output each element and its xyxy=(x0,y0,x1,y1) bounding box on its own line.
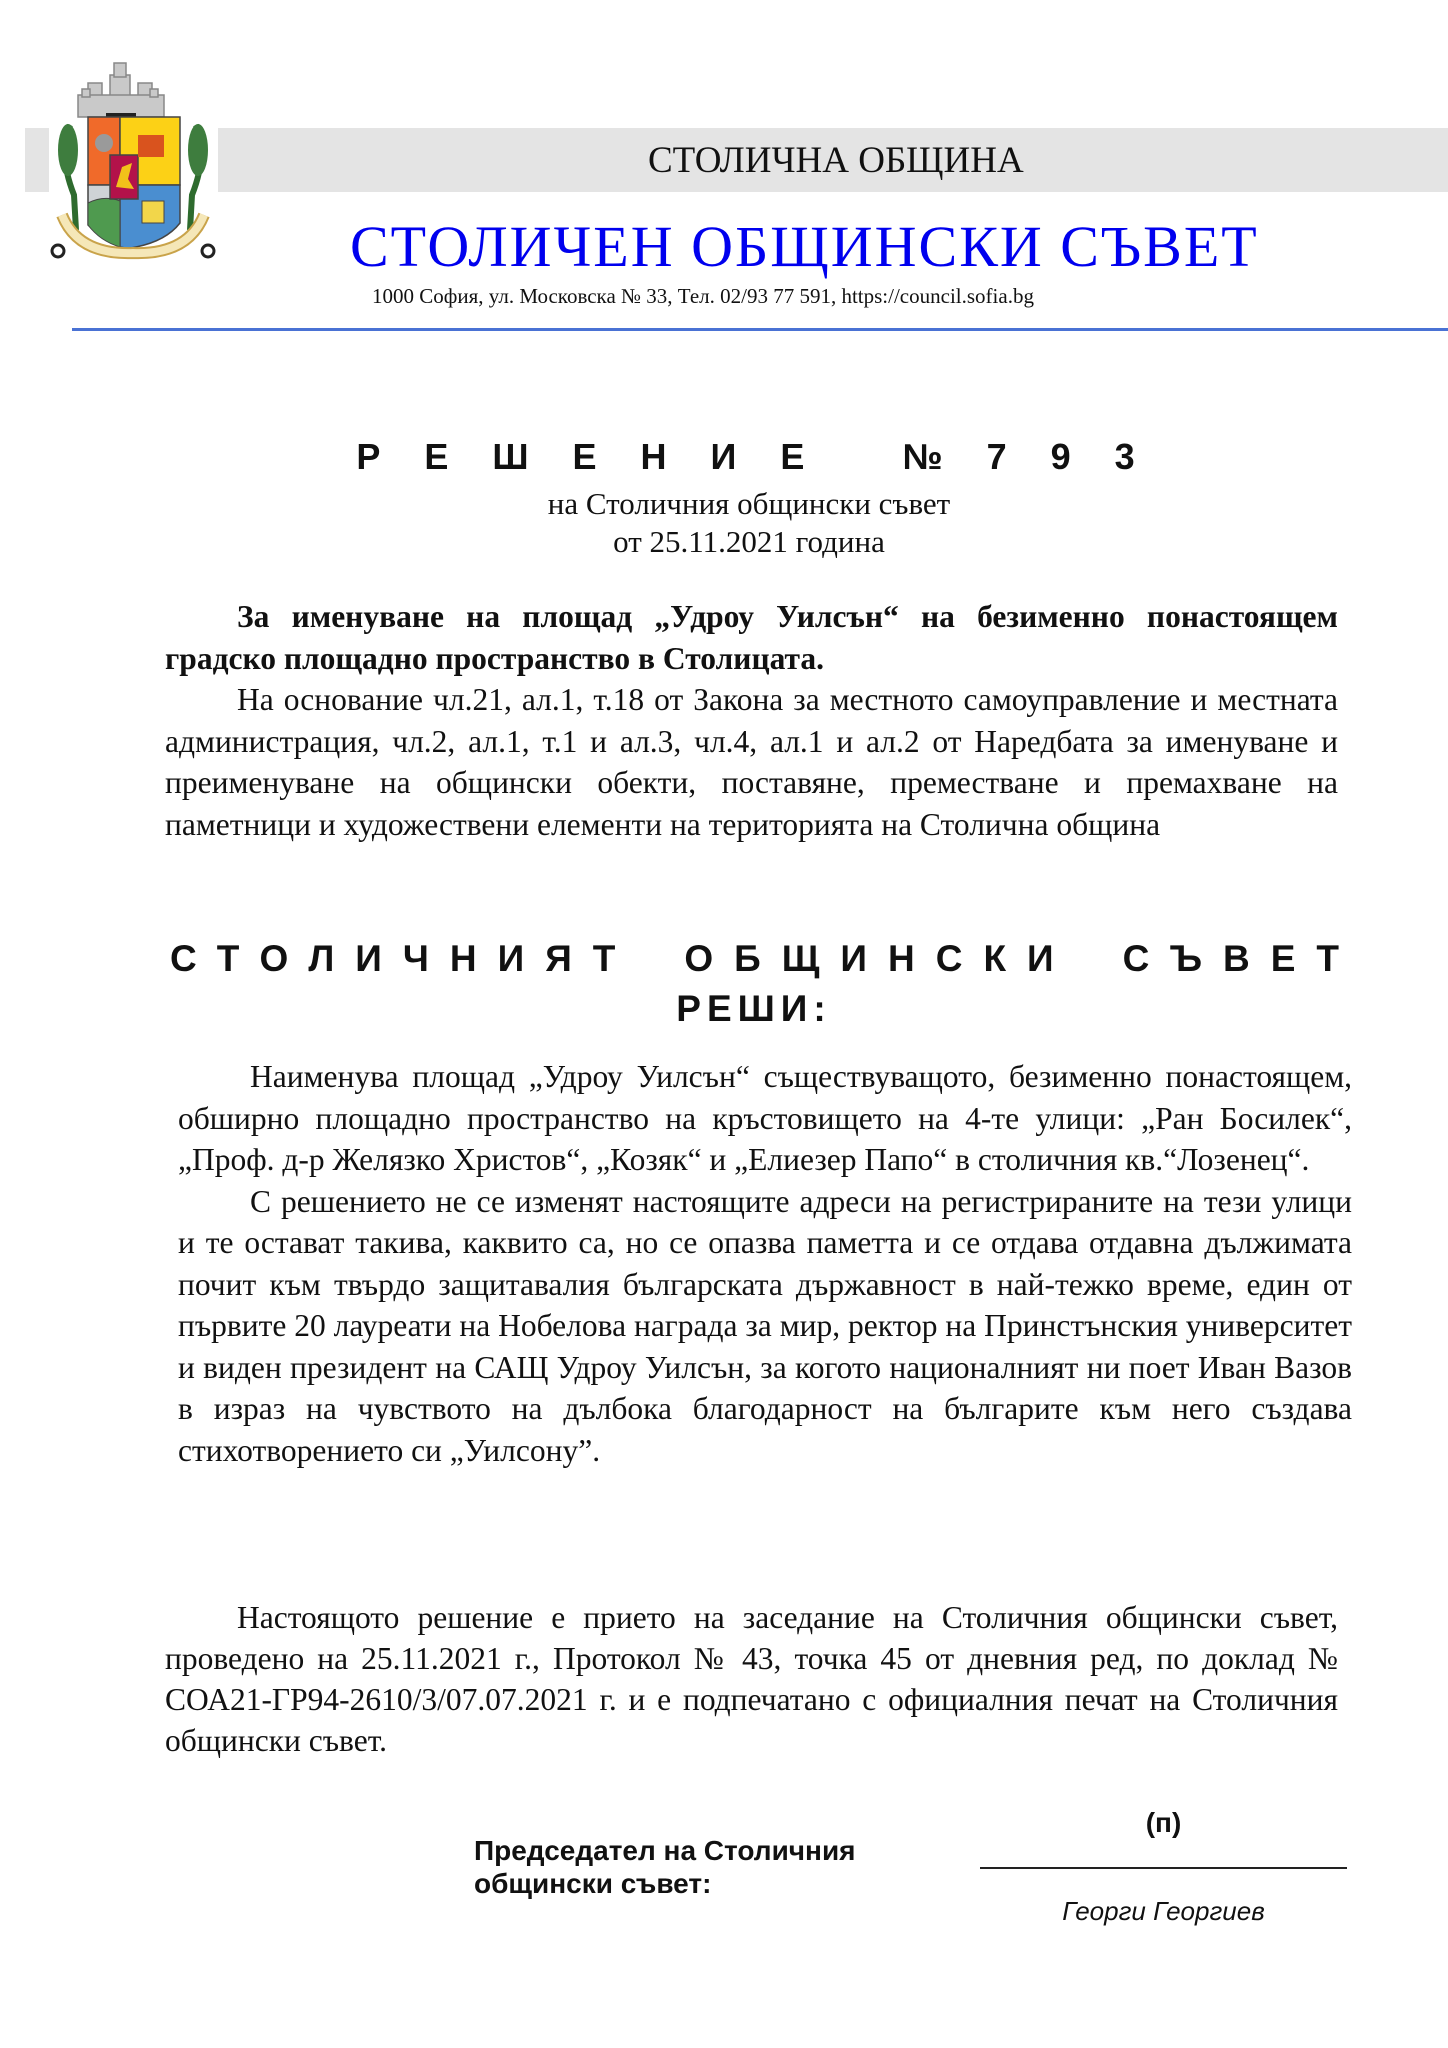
closing-text: Настоящото решение е прието на заседание на Столичния общински съвет, проведено на 25.11.2021 г., Протокол № 43, точка 45 от дневния ред, по доклад № СОА21-ГР94-2610/3/07.07.2021 г. и е подпечатано с официалния печат на Столичния общински съвет. xyxy=(165,1600,1338,1758)
closing-statement xyxy=(165,1597,1338,1761)
sofia-coat-of-arms-icon xyxy=(48,55,218,265)
signature-mark: (п) xyxy=(1145,1807,1182,1838)
chair-title-line1: Председател на Столичния xyxy=(474,1835,856,1866)
municipality-label: СТОЛИЧНА ОБЩИНА xyxy=(648,140,1024,181)
chair-title xyxy=(474,1834,856,1900)
decision-title: Р Е Ш Е Н И Е № 7 9 3 xyxy=(356,436,1152,477)
resolution-heading: СТОЛИЧНИЯТ ОБЩИНСКИ СЪВЕТ xyxy=(170,938,1360,979)
resolution-verb: РЕШИ: xyxy=(676,988,832,1029)
header-band-left xyxy=(25,128,49,192)
chair-title-line2: общински съвет: xyxy=(474,1868,712,1899)
decision-date: от 25.11.2021 година xyxy=(613,524,885,559)
signatory-name: Георги Георгиев xyxy=(1062,1896,1265,1926)
decision-subject: За именуване на площад „Удроу Уилсън“ на безименно понастоящем градско площадно пространство в Столицата. xyxy=(165,599,1338,676)
decision-subtitle: на Столичния общински съвет xyxy=(547,486,951,521)
signature-line xyxy=(980,1867,1347,1869)
council-address: 1000 София, ул. Московска № 33, Тел. 02/93 77 591, https://council.sofia.bg xyxy=(372,284,1034,308)
preamble xyxy=(165,596,1338,845)
council-name: СТОЛИЧЕН ОБЩИНСКИ СЪВЕТ xyxy=(350,214,1259,279)
resolution-paragraph: С решението не се изменят настоящите адреси на регистрираните на тези улици и те остават такива, каквито са, но се опазва паметта и се отдава отдавна дължимата почит към твърдо защитавалия българската държавност в най-тежко време, един от първите 20 лауреати на Нобелова награда за мир, ректор на Принстънския университет и виден президент на САЩ Удроу Уилсън, за когото националният ни поет Иван Вазов в израз на чувството на дълбока благодарност на българите към него създава стихотворението си „Уилсону”. xyxy=(178,1183,1352,1468)
municipality-name xyxy=(218,136,1448,186)
resolution-paragraph: Наименува площад „Удроу Уилсън“ съществуващото, безименно понастоящем, обширно площадно пространство на кръстовището на 4-те улици: „Ран Босилек“, „Проф. д-р Желязко Христов“, „Козяк“ и „Елиезер Папо“ в столичния кв.“Лозенец“. xyxy=(178,1059,1352,1177)
legal-basis: На основание чл.21, ал.1, т.18 от Закона за местното самоуправление и местната администрация, чл.2, ал.1, т.1 и ал.3, чл.4, ал.1 и ал.2 от Наредбата за именуване и преименуване на общински обекти, поставяне, преместване и премахване на паметници и художествени елементи на територията на Столична община xyxy=(165,682,1338,842)
header-divider xyxy=(72,328,1448,331)
resolution-body xyxy=(178,1056,1352,1471)
